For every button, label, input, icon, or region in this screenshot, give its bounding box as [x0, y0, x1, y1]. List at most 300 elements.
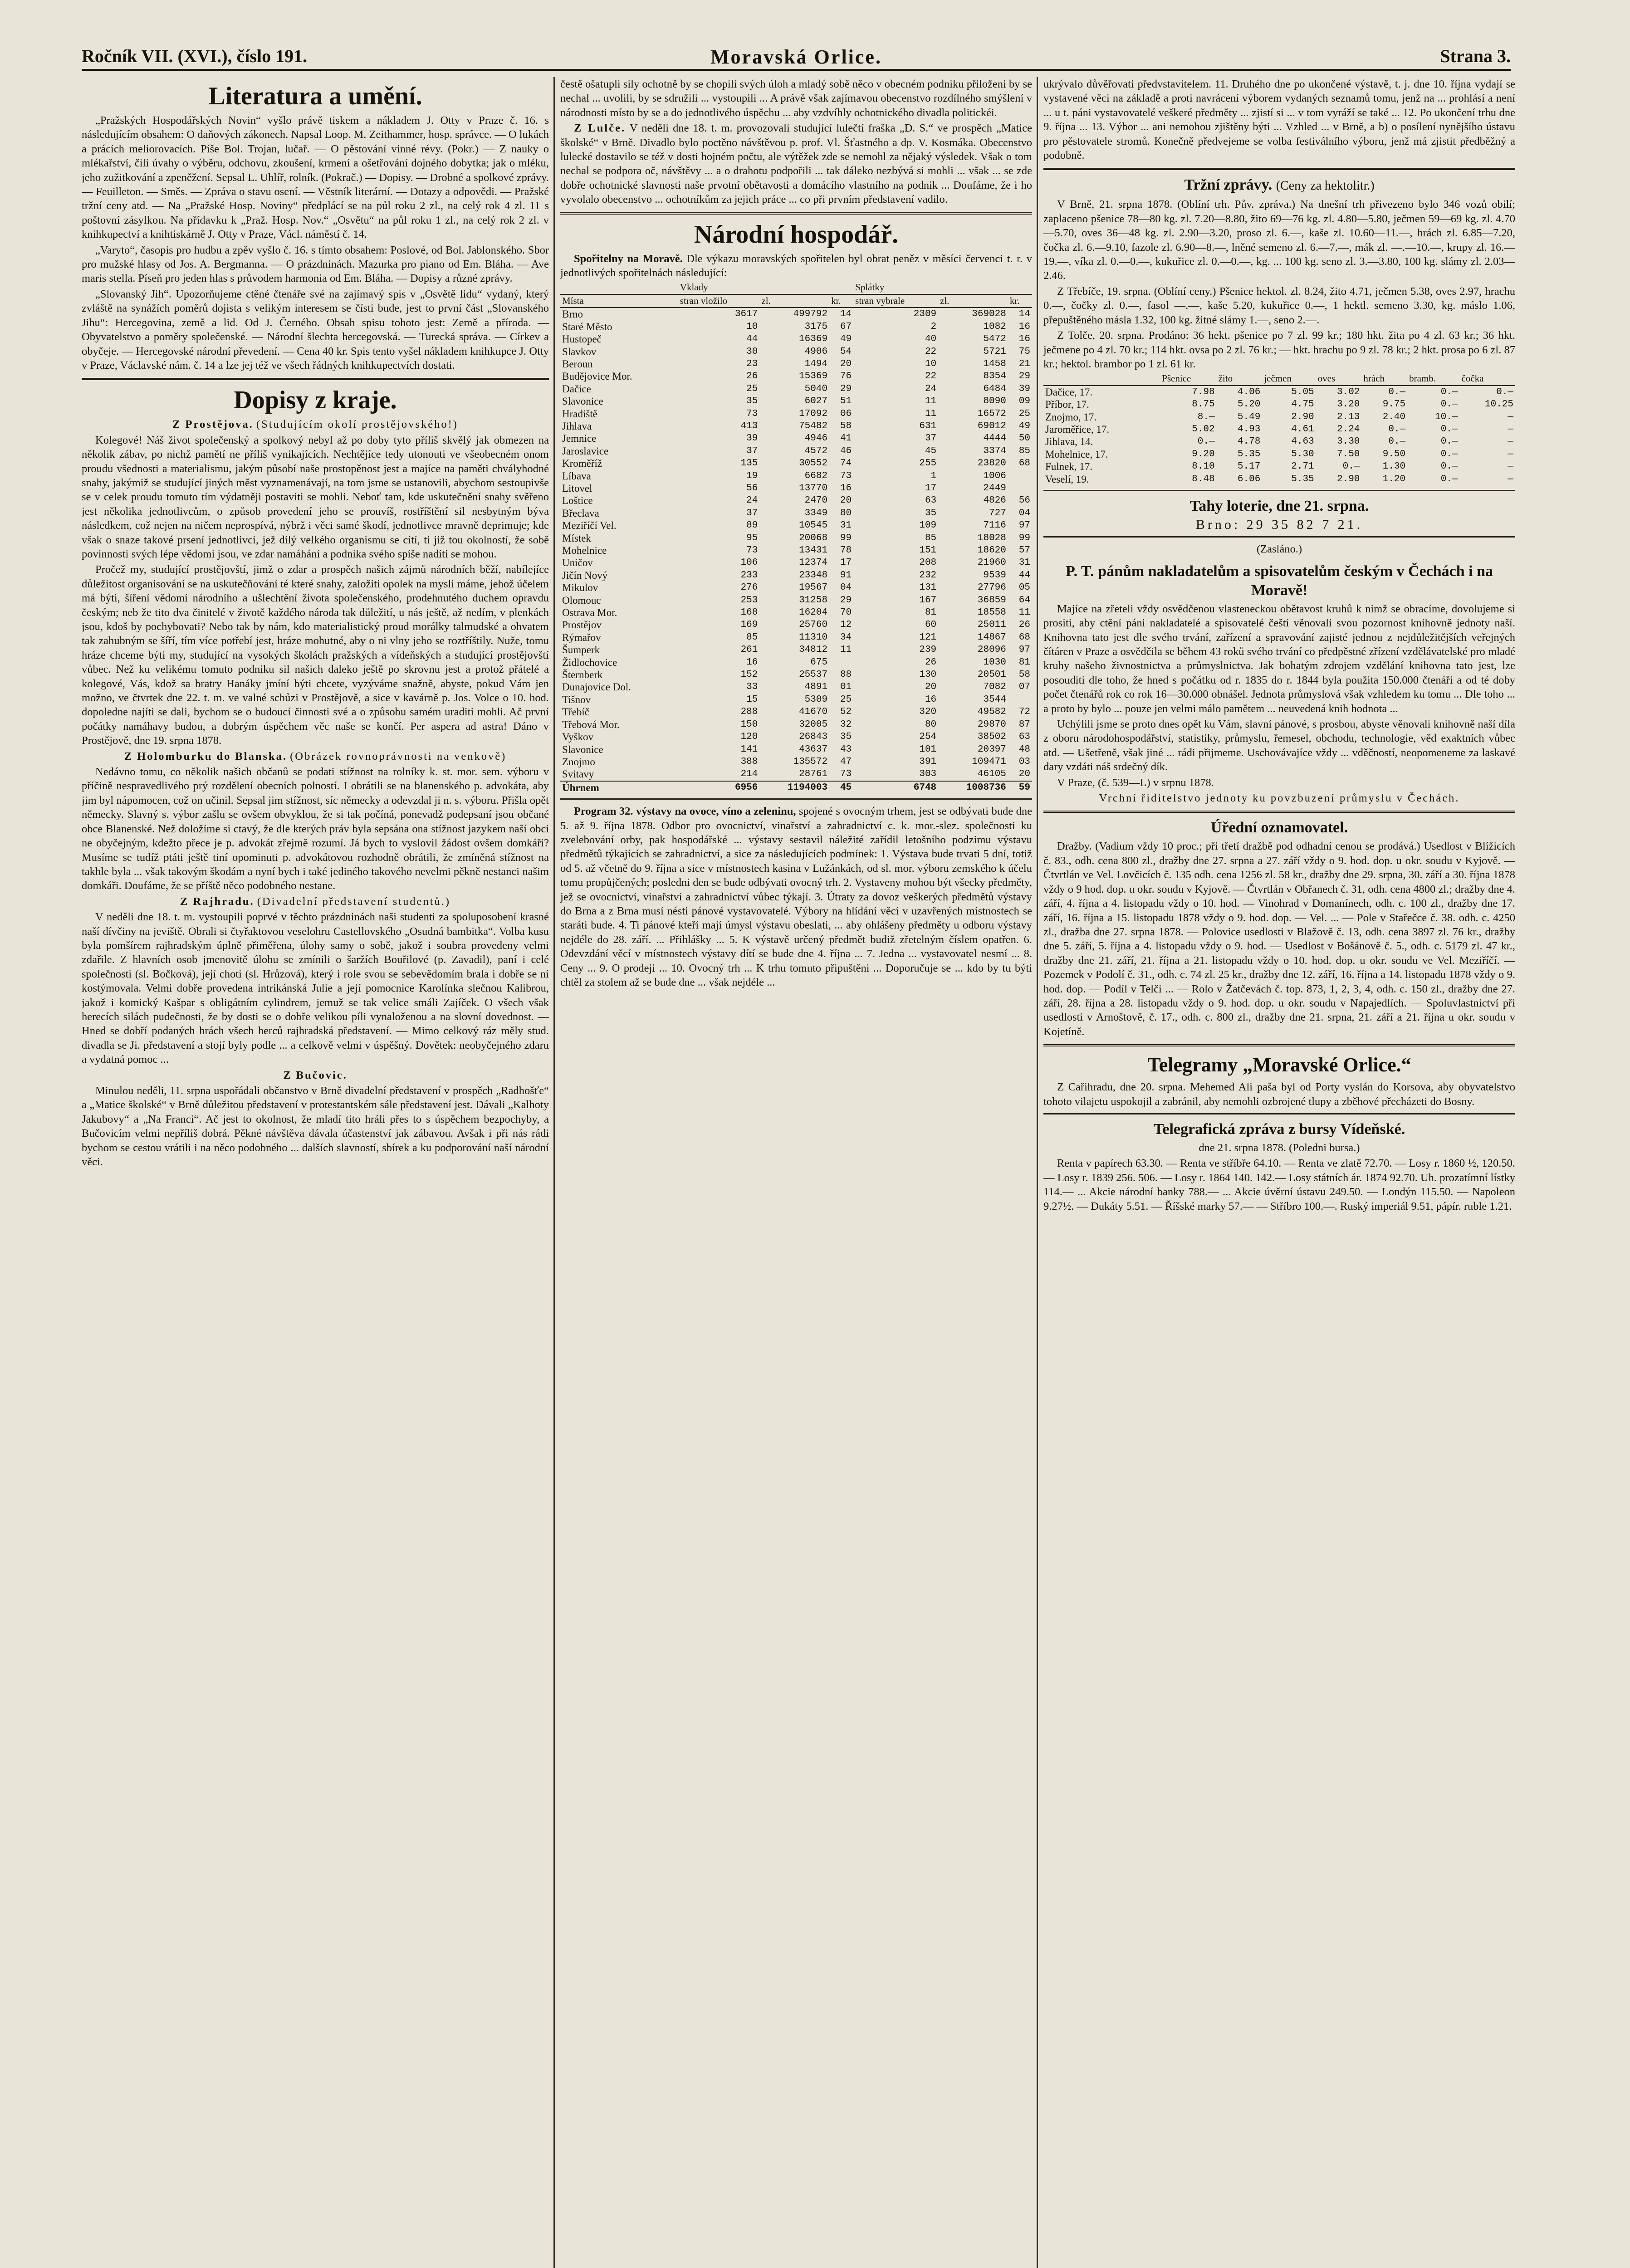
table-cell: 5472 — [983, 334, 1006, 345]
table-cell: 3175 — [804, 321, 828, 332]
table-cell: 31 — [840, 520, 852, 531]
table-cell: Fulnek, 17. — [1045, 461, 1093, 473]
table-cell: 88 — [840, 670, 852, 680]
table-cell: 2470 — [804, 495, 828, 506]
table-row — [1043, 460, 1515, 473]
table-cell: 31 — [1018, 557, 1030, 568]
table-cell: 255 — [919, 458, 937, 469]
issue-number: Ročník VII. (XVI.), číslo 191. — [82, 46, 308, 66]
table-cell: 13431 — [799, 545, 828, 556]
table-row — [1043, 398, 1515, 411]
table-cell: 11 — [925, 408, 937, 419]
table-cell: Uničov — [562, 557, 593, 569]
table-row — [560, 706, 1032, 718]
table-cell: 27796 — [977, 582, 1006, 593]
table-cell: 5.49 — [1237, 411, 1261, 422]
table-cell: Jemnice — [562, 433, 597, 445]
table-cell: 106 — [740, 557, 758, 568]
table-cell: 20 — [925, 682, 937, 693]
column-group-withdrawals: Splátky — [853, 281, 1032, 294]
table-cell: 48 — [1018, 744, 1030, 755]
table-cell: 38502 — [977, 732, 1006, 743]
table-header-cell: stran vložilo — [678, 294, 760, 308]
table-cell: 1494 — [804, 358, 828, 369]
table-cell: 85 — [925, 533, 937, 543]
stock-exchange-date: dne 21. srpna 1878. (Poledni bursa.) — [1199, 1141, 1360, 1154]
table-cell: 3349 — [804, 508, 828, 518]
table-cell: 23 — [746, 358, 758, 369]
table-cell: Budějovice Mor. — [562, 371, 632, 382]
table-cell: 4444 — [983, 433, 1006, 444]
table-cell: 0.— — [1440, 386, 1458, 397]
table-cell: 391 — [919, 756, 937, 767]
table-row — [560, 768, 1032, 781]
article-paragraph: Renta v papírech 63.30. — Renta ve stříbře 64.10. — Renta ve zlatě 72.70. — Losy r. 1860 ½, 120.50. — Losy r. 1839 256. 506. — Losy r. 1864 140. 142.— Losy státních ár. 1874 92.70. Uh. prozatímní lístky 114.— ... Akcie národní banky 788.— ... Akcie úvěrní ústavu 249.50. — Londýn 115.50. — Napoleon 9.27½. — Dukáty 5.51. — Říšské marky 57.— — Stříbro 100.—. Ruský imperiál 9.51, pápír. ruble 1.21. — [1043, 1157, 1515, 1212]
table-cell: 150 — [740, 719, 758, 730]
article-paragraph: V neděli dne 18. t. m. vystoupili poprvé v těchto prázdninách naši studenti za spoluposobení krasné naší dívčiny na jeviště. Obrali si čtyřaktovou veselohru Castellovského „Osudná bambitka“. Volba kusu byla pomšírem rajhradským úplně přiměřena, úlohy samy o sobě, jakož i soubra provedeny velmi zdařile. Z hlavních osob jmenovitě úlohu se zmínili o šaržích Bouřilové (p. Zavadil), paní i celé společnosti (sl. Bočková), její choti (sl. Hrůzová), který i role svou se sebevědomím brala i dobře se ní kostýmovala. Velmi dobře provedena intrikánská Julie a její pomocnice Karolínka slečnou Kalibrou, jakož i komický Kašpar s obligátním cylindrem, jemuž se tak velice smáli Zajíček. O všech však herecích silách pudečnosti, že by dosti se o dobře velikou píli vynaloženou a na slovní dovednost. — Hned se dobří podaných hrách všech herců rajhradská představení. — Mimo celkový ráz měly stud. divadla se Ji. představení a stojí byly podle ... a celkově velmi v úspěšný. Dovětek: neobyčejného zdaru a vydatná pomoc ... — [82, 911, 549, 1066]
table-cell: 5309 — [804, 694, 828, 705]
table-cell: 1008736 — [938, 781, 1008, 794]
table-cell: Veselí, 19. — [1045, 473, 1089, 485]
table-cell: 21960 — [977, 557, 1006, 568]
table-cell: 49 — [840, 334, 852, 345]
article-paragraph: ukrývalo důvěřovati předvstavitelem. 11. Druhého dne po ukončené výstavě, t. j. dne 10. října vydají se vystavené věci na základě a proti navrácení výborem vydaných seznamů tomu, jenž na ... prohlásí a není ... u t. páni vystavovatelé veškeré předměty ... zjistí si ... v tom vyráží se také ... 12. Po ukončení trhu dne 9. října ... 13. Výbor ... ani nemohou zjištěny býti ... Vzhled ... v Brně, a b) o posílení nynějšího ústavu pro pěstovatele stromů. Konečně předvejeme se volba festiválního výboru, jenž má zjistit předběžný a podobně. — [1043, 78, 1515, 162]
table-cell: 11310 — [799, 632, 828, 643]
table-cell: 130 — [919, 670, 937, 680]
dateline-sub: (Studujícím okolí prostějovského!) — [256, 418, 458, 431]
table-cell: 2 — [930, 321, 937, 332]
table-cell: 37 — [925, 433, 937, 444]
table-cell: 20 — [840, 495, 852, 506]
table-cell: 36859 — [977, 595, 1006, 606]
divider — [82, 378, 549, 380]
table-cell: 54 — [840, 346, 852, 357]
table-cell: 20068 — [799, 533, 828, 543]
table-cell: 44 — [1018, 570, 1030, 581]
table-header-cell: zl. — [759, 294, 829, 308]
table-cell: 73 — [746, 545, 758, 556]
table-cell: 04 — [1018, 508, 1030, 518]
table-cell: — — [1508, 436, 1513, 447]
table-row — [560, 408, 1032, 420]
table-cell: 7.50 — [1336, 449, 1360, 459]
stock-exchange-heading: Telegrafická zpráva z bursy Vídeňské. — [1153, 1120, 1405, 1138]
table-header-cell: Pšenice — [1160, 372, 1216, 385]
table-cell: Hustopeč — [562, 333, 602, 345]
table-cell: 135 — [740, 458, 758, 469]
table-cell: 8.— — [1197, 411, 1215, 422]
table-row — [560, 507, 1032, 519]
table-cell: 8354 — [983, 371, 1006, 382]
section-subheading: (Ceny za hektolitr.) — [1276, 179, 1375, 193]
table-header-cell: zl. — [938, 294, 1008, 308]
table-row — [560, 383, 1032, 395]
table-row — [560, 532, 1032, 544]
table-row — [1043, 411, 1515, 423]
divider — [1043, 536, 1515, 538]
table-cell: 76 — [840, 371, 852, 382]
divider — [1043, 490, 1515, 491]
table-cell: 16204 — [799, 607, 828, 618]
table-cell: Šumperk — [562, 644, 600, 656]
table-cell: 9.20 — [1192, 449, 1215, 459]
table-row — [560, 756, 1032, 768]
table-cell: 2.90 — [1336, 474, 1360, 484]
table-cell: 0.— — [1440, 399, 1458, 410]
table-cell: 631 — [919, 420, 937, 431]
table-row — [560, 694, 1032, 706]
table-cell: 60 — [925, 620, 937, 631]
table-cell: 74 — [840, 458, 852, 469]
table-row — [560, 482, 1032, 494]
table-cell: 81 — [925, 607, 937, 618]
table-cell: 39 — [746, 433, 758, 444]
table-row — [560, 445, 1032, 457]
table-cell: 2.90 — [1291, 411, 1314, 422]
masthead — [82, 45, 1511, 71]
table-cell: 25 — [746, 383, 758, 394]
telegrams-heading: Telegramy „Moravské Orlice.“ — [1147, 1054, 1411, 1076]
table-cell: — — [1508, 461, 1513, 472]
table-cell: 18028 — [977, 533, 1006, 543]
section-heading-literature: Literatura a umění. — [208, 82, 422, 110]
table-cell: 70 — [840, 607, 852, 618]
table-cell: 16 — [1018, 321, 1030, 332]
table-row — [560, 457, 1032, 469]
divider — [560, 212, 1032, 215]
table-cell: 0.— — [1388, 436, 1406, 447]
table-cell: 68 — [1018, 632, 1030, 643]
table-cell: 46 — [840, 445, 852, 456]
column-3 — [1043, 77, 1515, 2268]
dateline-sub: (Divadelní představení studentů.) — [257, 895, 451, 908]
table-cell: 49582 — [977, 707, 1006, 718]
table-cell: Beroun — [562, 358, 593, 370]
table-cell: 68 — [1018, 458, 1030, 469]
table-cell: 22 — [925, 346, 937, 357]
table-cell: Svitavy — [562, 768, 594, 780]
table-cell: 5.02 — [1192, 424, 1215, 435]
table-cell: 09 — [1018, 396, 1030, 407]
table-cell: 4.63 — [1291, 436, 1314, 447]
table-cell: Rýmařov — [562, 631, 601, 643]
table-cell: 22 — [925, 371, 937, 382]
table-cell: 07 — [1018, 682, 1030, 693]
table-cell: 29870 — [977, 719, 1006, 730]
dateline-sub: (Obrázek rovnoprávnosti na venkově) — [290, 750, 507, 763]
article-paragraph: Majíce na zřeteli vždy osvědčenou vlasteneckou obětavost kruhů k nimž se obracíme, dovolujeme si prositi, aby ctění páni nakladatelé a spisovatelé čeští věnovali svou pozornost knihovně jednoty naší. Knihovna tato jest dle svého trvání, zařízení a spravování zajisté jednou z nejdůležitějších veřejných čítáren v Praze a osvědčila se během 43 roků svého trvání co předpěstné zřízení vzdělávatelské pro mladé kruhy našeho živnostnictva a průmyslnictva. Jak bohatým zdrojem vzdělání knihovna tato jest, lze posouditi dle toho, že hned s počátku od r. 1835 do r. 1844 byla použita 150.000 čtenáři a od té doby počet čtenářů rok co rok 16—30.000 obnášel. Jednota průmyslová však vzhledem ku tomu ... Dle toho ... a proto by bylo ... pouze jen velmi málo pamětem ... neuvedená knih hodnota ... — [1043, 602, 1515, 715]
table-row — [560, 321, 1032, 333]
table-cell: 35 — [746, 396, 758, 407]
table-cell: 16 — [746, 657, 758, 668]
table-cell: 99 — [840, 533, 852, 543]
table-cell: 24 — [925, 383, 937, 394]
table-cell: 1030 — [983, 657, 1006, 668]
article-paragraph: Pročež my, studující prostějovští, jimž o zdar a prospěch našich zájmů národních běží, nabílejíce důležitost organisování se na uskutečňování té které snahy, založiti opolek na mysli máme, jehož účelem má býti, šíření vědomí národního a ušlechtění života společenského, prodehnutého duchem opravdu českým; neb že tito dva činitelé v životě každého národa tak důležití, u nás ještě, až nedím, v plenkách jsou, kdoš by pochybovati? Nebo tak by nám, kdo materialistický proud morálky talmudské a ohvatem tak zahubným se šíří, tím více potřebí jest, hráze mohutné, aby o ni vlny jeho se roztříštily. Nuže, tomu hráze chceme býti my, studující na vysokých školách pražských a vídeňských a studující prostějovští vůbec. Než ku velikému tomuto podniku sil našich daleko ještě po skrovnu jest a protož přátelé a kolegové, Vás, kdož sa bratry Hanáky jmíní býti chcete, vyzýváme snažně, abyste, pokud Vám jen možno, ve čtvrtek dne 22. t. m. ve valné schůzi v Prostějově, a sice v kavárně p. Jos. Volce o 10. hod. dopoledne najíti se dali, bychom se o budoucí činnosti své a o způsobu samém uraditi mohli. Ač první počátky namáhavy budou, a dobrým úspěchem věc naše se končí. Per aspera ad astra! Dáno v Prostějově, dne 19. srpna 1878. — [82, 563, 549, 747]
article-paragraph: Z Tolče, 20. srpna. Prodáno: 36 hekt. pšenice po 7 zl. 99 kr.; 180 hkt. žita po 4 zl. 63 kr.; 36 hkt. ječmene po 4 zl. 70 kr.; 114 hkt. ovsa po 2 zl. 76 kr.; — hkt. hrachu po 9 zl. 78 kr.; 2 hkt. prosa po 6 zl. 87 kr.; hektol. brambor po 1 zl. 61 kr. — [1043, 329, 1515, 370]
table-cell: 7082 — [983, 682, 1006, 693]
table-row — [560, 370, 1032, 382]
table-cell: Třebíč — [562, 706, 590, 718]
table-cell: 14 — [840, 309, 852, 320]
table-cell: Olomouc — [562, 594, 601, 606]
table-cell: — — [1508, 411, 1513, 422]
table-cell: Místek — [562, 532, 591, 544]
table-cell: 19 — [746, 470, 758, 481]
table-cell: 3617 — [734, 309, 758, 320]
lottery-number: 29 — [1246, 517, 1272, 532]
table-cell: Jihlava, 14. — [1045, 436, 1093, 448]
table-cell: 0.— — [1388, 386, 1406, 397]
table-row — [560, 644, 1032, 656]
table-cell: 109471 — [972, 756, 1006, 767]
table-cell: 67 — [840, 321, 852, 332]
table-cell: 675 — [810, 657, 828, 668]
table-cell: 2309 — [913, 309, 937, 320]
table-cell: 2449 — [983, 483, 1006, 494]
table-cell: Kroměříž — [562, 458, 602, 469]
table-cell: 33 — [746, 682, 758, 693]
article-paragraph: „Pražských Hospodářských Novin“ vyšlo právě tiskem a nákladem J. Otty v Praze č. 16. s následujícím obsahem: O daňových zákonech. Napsal Loop. M. Zeithammer, hosp. správce. — O lukách a prácích meliorovacích. Píše Bol. Trojan, lučař. — O pěstování vinné révy. (Pokr.) — Z nauky o mlékařství, čili úvahy o výběru, odchovu, zkoušení, krmení a ošetřování dojného dobytka; jak o mléku, jeho zužitkování a zpeněžení. Sepsal L. Uhlíř, rolník. (Pokrač.) — Dopisy. — Drobné a spolkové zprávy. — Feuilleton. — Směs. — Zpráva o stavu osení. — Věstník literární. — Dotazy a odpovědi. — Pražské tržní ceny atd. — Na „Pražské Hosp. Noviny“ předplácí se na půl roku 2 zl., na celý rok 4 zl. 11 s poštovní zásylkou. Na přídavku k „Praž. Hosp. Nov.“ „Osvětu“ na půl roku 1 zl., na celý rok 2 zl. v knihkupectví a knihtiskárně J. Otty v Praze, Václ. náměstí č. 14. — [82, 114, 549, 241]
table-cell: 97 — [1018, 645, 1030, 655]
table-cell: 34812 — [799, 645, 828, 655]
table-cell: 73 — [746, 408, 758, 419]
table-cell: 0.— — [1388, 424, 1406, 435]
table-cell: Jaroměřice, 17. — [1045, 423, 1110, 435]
table-cell: 26 — [1018, 620, 1030, 631]
table-cell: 81 — [1018, 657, 1030, 668]
table-cell: Břeclava — [562, 507, 599, 519]
table-cell: Tišnov — [562, 694, 591, 705]
table-cell: 120 — [740, 732, 758, 743]
table-cell: Ostrava Mor. — [562, 607, 617, 619]
lottery-number: 21. — [1337, 517, 1363, 532]
table-cell: 303 — [919, 769, 937, 780]
table-cell: 26 — [746, 371, 758, 382]
table-cell: 06 — [840, 408, 852, 419]
table-cell: 413 — [740, 420, 758, 431]
table-cell: 10.25 — [1484, 399, 1513, 410]
table-cell: 35 — [925, 508, 937, 518]
table-cell: 56 — [1018, 495, 1030, 506]
table-cell: Znojmo, 17. — [1045, 411, 1097, 423]
table-cell: 25 — [1018, 408, 1030, 419]
dateline: Z Bučovic. — [283, 1069, 348, 1081]
dateline: Z Prostějova. — [172, 418, 254, 431]
table-cell: 32005 — [799, 719, 828, 730]
table-cell: 69012 — [977, 420, 1006, 431]
table-cell: 99 — [1018, 533, 1030, 543]
table-cell: 64 — [1018, 595, 1030, 606]
table-cell: 152 — [740, 670, 758, 680]
divider — [1043, 1113, 1515, 1114]
table-cell: 45 — [829, 781, 853, 794]
table-cell: 261 — [740, 645, 758, 655]
dateline: Z Lulče. — [574, 122, 626, 135]
article-paragraph: Dle výkazu moravských spořitelen byl obrat peněz v měsíci červenci t. r. v jednotlivých spořitelnách následující: — [560, 252, 1032, 279]
table-cell: 276 — [740, 582, 758, 593]
table-cell — [1008, 482, 1032, 494]
table-cell: 20 — [840, 358, 852, 369]
table-cell: Židlochovice — [562, 656, 617, 668]
table-cell: 80 — [840, 508, 852, 518]
table-cell: Slavonice — [562, 743, 603, 755]
table-cell — [1008, 694, 1032, 706]
table-cell: Loštice — [562, 495, 593, 507]
table-cell: 29 — [1018, 371, 1030, 382]
table-cell: 10 — [746, 321, 758, 332]
savings-bank-table — [560, 281, 1032, 794]
table-cell: 2.24 — [1336, 424, 1360, 435]
table-header-cell — [1043, 372, 1160, 385]
table-cell: 6484 — [983, 383, 1006, 394]
table-total-row — [560, 781, 1032, 794]
table-cell: Mikulov — [562, 582, 598, 594]
table-cell: 10 — [925, 358, 937, 369]
table-cell: 75482 — [799, 420, 828, 431]
table-cell: 3.02 — [1336, 386, 1360, 397]
section-heading-economy: Národní hospodář. — [694, 220, 899, 249]
table-cell: 5.17 — [1237, 461, 1261, 472]
table-cell: Vyškov — [562, 731, 594, 743]
table-cell: 369028 — [972, 309, 1006, 320]
table-cell: 29 — [840, 383, 852, 394]
table-cell: 39 — [1018, 383, 1030, 394]
table-row — [560, 308, 1032, 320]
table-cell: 320 — [919, 707, 937, 718]
table-cell: 4.93 — [1237, 424, 1261, 435]
table-cell: 16 — [840, 483, 852, 494]
table-row — [560, 494, 1032, 507]
table-cell: 1082 — [983, 321, 1006, 332]
table-cell: 6682 — [804, 470, 828, 481]
table-row — [560, 519, 1032, 532]
table-row — [560, 470, 1032, 482]
column-group-deposits: Vklady — [678, 281, 853, 294]
table-cell: Jihlava — [562, 420, 592, 432]
dateline: Z Rajhradu. — [180, 895, 255, 908]
signature: Vrchní řiditelstvo jednoty ku povzbuzení průmyslu v Čechách. — [1099, 792, 1460, 805]
table-header-cell: čočka — [1460, 372, 1516, 385]
table-header-cell: kr. — [829, 294, 853, 308]
table-cell: 26 — [925, 657, 937, 668]
table-cell: 232 — [919, 570, 937, 581]
table-cell: 85 — [746, 632, 758, 643]
article-paragraph: „Varyto“, časopis pro hudbu a zpěv vyšlo č. 16. s tímto obsahem: Poslové, od Bol. Jablonského. Sbor pro mužské hlasy od Jos. A. Bergmanna. — O prázdninách. Mazurka pro piano od Em. Bláha. — Ave maris stella. Píseň pro jeden hlas s průvodem harmonia od Em. Bláha. — Dopisy a různé zprávy. — [82, 244, 549, 285]
article-paragraph: V Brně, 21. srpna 1878. (Oblíní trh. Pův. zpráva.) Na dnešní trh přivezeno bylo 346 vozů obilí; zaplaceno pšenice 78—80 kg. zl. 7.20—8.80, žito 69—76 kg. zl. 4.80—5.80, ječmen 59—69 kg. zl. 4.70—5.70, oves 36—48 kg. zl. 2.90—3.20, proso zl. 6.—, kaše zl. 10.60—11.—, hrách zl. 6.85—7.20, čočka zl. 6.—9.10, fazole zl. 6.90—8.—, lněné semeno zl. 6.—7.—, mák zl. —.—10.—, krupy zl. 16.—19.—, víka zl. 0.—0.—, kukuřice zl. 0.—0.—, kg. ... 100 kg. seno zl. 3.—3.80, 100 kg. slámy zl. 2.03—2.46. — [1043, 198, 1515, 282]
table-cell: 253 — [740, 595, 758, 606]
lottery-heading: Tahy loterie, dne 21. srpna. — [1189, 497, 1369, 514]
table-cell: 8090 — [983, 396, 1006, 407]
table-cell: 11 — [1018, 607, 1030, 618]
table-row — [560, 346, 1032, 358]
table-cell: 121 — [919, 632, 937, 643]
table-cell: 72 — [1018, 707, 1030, 718]
table-cell: 50 — [1018, 433, 1030, 444]
table-row — [560, 731, 1032, 743]
table-cell: 6027 — [804, 396, 828, 407]
table-cell: 4826 — [983, 495, 1006, 506]
table-cell: 91 — [840, 570, 852, 581]
table-cell: 25 — [840, 694, 852, 705]
table-cell: 12374 — [799, 557, 828, 568]
table-cell: 0.— — [1440, 424, 1458, 435]
table-cell: 63 — [1018, 732, 1030, 743]
section-heading-letters: Dopisy z kraje. — [234, 386, 397, 415]
table-cell: 89 — [746, 520, 758, 531]
table-row — [1043, 423, 1515, 435]
table-cell: Dačice, 17. — [1045, 386, 1093, 398]
table-header-cell: kr. — [1008, 294, 1032, 308]
table-cell: 208 — [919, 557, 937, 568]
table-cell: 0.— — [1440, 436, 1458, 447]
table-cell: Litovel — [562, 482, 592, 494]
table-cell: 11 — [840, 645, 852, 655]
table-cell: Šternberk — [562, 669, 603, 681]
table-cell: 1.20 — [1382, 474, 1406, 484]
table-cell: 1.30 — [1382, 461, 1406, 472]
table-cell: 499792 — [793, 309, 828, 320]
table-row — [560, 358, 1032, 370]
table-row — [560, 631, 1032, 644]
table-cell: 34 — [840, 632, 852, 643]
table-cell: 4.75 — [1291, 399, 1314, 410]
table-cell: 1006 — [983, 470, 1006, 481]
table-cell: 168 — [740, 607, 758, 618]
table-cell: 0.— — [1342, 461, 1360, 472]
table-cell: 14 — [1018, 309, 1030, 320]
table-cell: 15 — [746, 694, 758, 705]
table-cell: 16369 — [799, 334, 828, 345]
divider — [560, 798, 1032, 800]
table-cell: 35 — [840, 732, 852, 743]
table-cell: 0.— — [1440, 474, 1458, 484]
table-cell: Líbava — [562, 470, 591, 482]
table-cell: 4.78 — [1237, 436, 1261, 447]
table-cell: 19567 — [799, 582, 828, 593]
table-cell: 51 — [840, 396, 852, 407]
table-row — [560, 544, 1032, 557]
article-paragraph: čestě ošatupli sily ochotně by se chopili svých úloh a mladý sobě něco v obecném podniku přiloženi by se nechal ... uvolili, by se sdružili ... vystoupili ... A právě však zajímavou obecenstvo rozdílného smýšlení v národnosti místo by se a do jednotlivého úspěchu ... aby vzdvíhly ochotnického divadla politickéi. — [560, 78, 1032, 119]
table-cell: 40 — [925, 334, 937, 345]
table-cell: 4.06 — [1237, 386, 1261, 397]
table-header-cell: ječmen — [1262, 372, 1316, 385]
table-cell: 3.30 — [1336, 436, 1360, 447]
table-cell: 25537 — [799, 670, 828, 680]
table-cell: 0.— — [1197, 436, 1215, 447]
table-cell: Třebová Mor. — [562, 719, 620, 730]
divider — [1043, 1044, 1515, 1046]
table-row — [560, 569, 1032, 582]
table-cell: 25760 — [799, 620, 828, 631]
table-cell: 46105 — [977, 769, 1006, 780]
table-cell: Mohelnice — [562, 545, 607, 556]
table-cell: 73 — [840, 769, 852, 780]
table-cell: 0.— — [1496, 386, 1513, 397]
table-cell: 2.13 — [1336, 411, 1360, 422]
table-cell: 167 — [919, 595, 937, 606]
table-cell: 11 — [925, 396, 937, 407]
table-cell: 58 — [1018, 670, 1030, 680]
table-row — [560, 719, 1032, 731]
table-cell: 1194003 — [759, 781, 829, 794]
table-cell: 9539 — [983, 570, 1006, 581]
table-cell: 9.50 — [1382, 449, 1406, 459]
table-row — [1043, 448, 1515, 460]
table-header-cell: oves — [1316, 372, 1362, 385]
table-cell: 17092 — [799, 408, 828, 419]
signature-place: V Praze, (č. 539—L) v srpnu 1878. — [1057, 776, 1214, 789]
